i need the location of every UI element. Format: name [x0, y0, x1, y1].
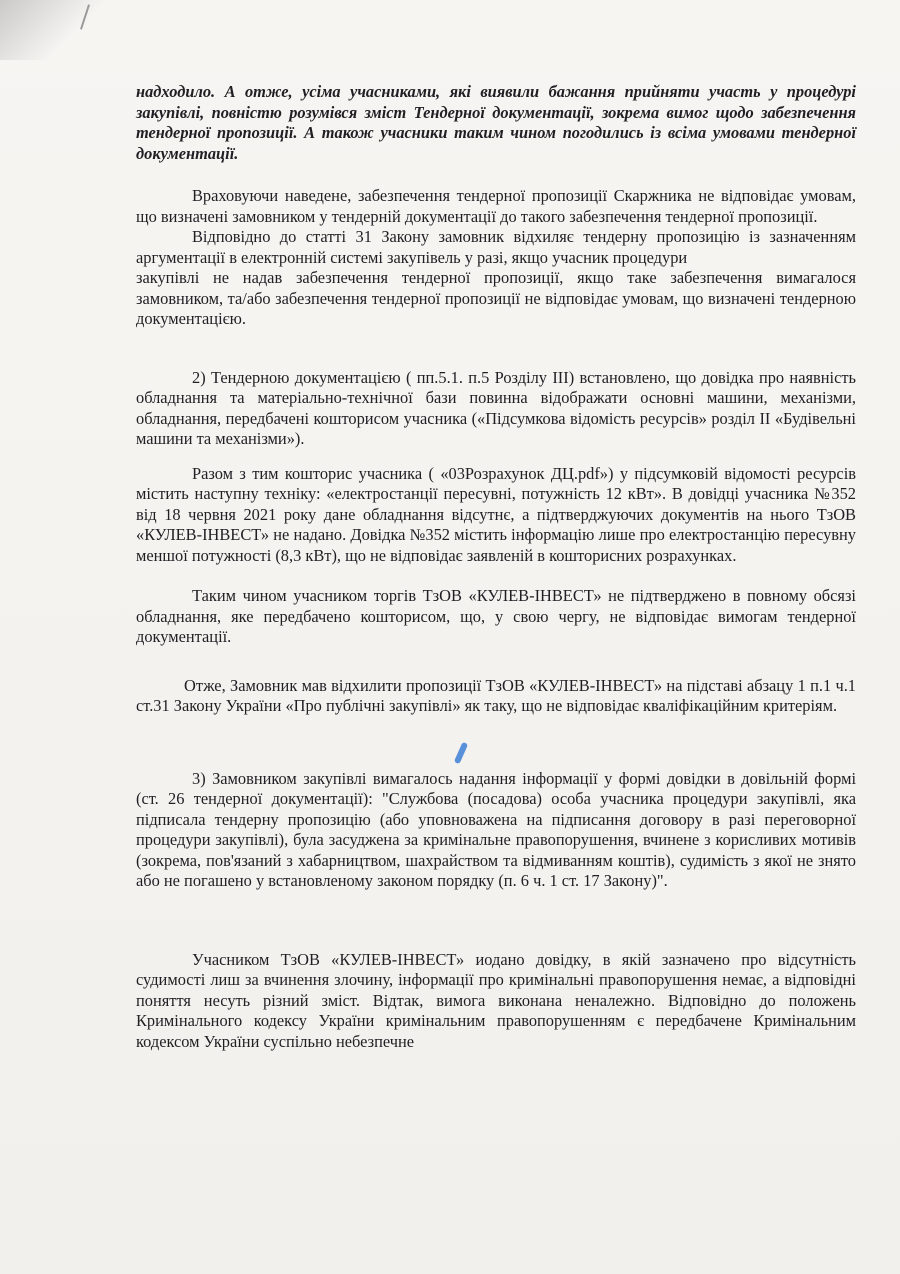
paragraph-3: 2) Тендерною документацією ( пп.5.1. п.5 Розділу ІІІ) встановлено, що довідка про наявність обладнання та матеріально-технічної бази повинна відображати основні машини, механізми, обладнання, передбачені кошторисом учасника («Підсумкова відомість ресурсів» розділ ІІ «Будівельні машини та механізми»).: [136, 367, 856, 448]
paragraph-7: 3) Замовником закупівлі вимагалось надання інформації у формі довідки в довільній формі (ст. 26 тендерної документації): "Службова (посадова) особа учасника процедури закупівлі, яка підписала тендерну пропозицію (або уповноважена на підписання договору в разі переговорної процедури закупівлі), була засуджена за кримінальне правопорушення, вчинене з корисливих мотивів (зокрема, пов'язаний з хабарництвом, шахрайством та відмиванням коштів), судимість з якої не знято або не погашено у встановленому законом порядку (п. 6 ч. 1 ст. 17 Закону)".: [136, 768, 856, 890]
paragraph-2b: закупівлі не надав забезпечення тендерної пропозиції, якщо таке забезпечення вимагалося замовником, та/або забезпечення тендерної пропозиції не відповідає умовам, що визначені тендерною документацією.: [136, 268, 856, 328]
paragraph-8: Учасником ТзОВ «КУЛЕВ-ІНВЕСТ» иодано довідку, в якій зазначено про відсутність судимості лиш за вчинення злочину, інформації про кримінальні правопорушення немає, а відповідні поняття несуть різний зміст. Відтак, вимога виконана неналежно. Відповідно до положень Кримінального кодексу України кримінальним правопорушенням є передбачене Кримінальним кодексом України суспільно небезпечне: [136, 949, 856, 1051]
paragraph-6: Отже, Замовник мав відхилити пропозиції ТзОВ «КУЛЕВ-ІНВЕСТ» на підставі абзацу 1 п.1 ч.1 ст.31 Закону України «Про публічні закупівлі» як таку, що не відповідає кваліфікаційним критеріям.: [136, 675, 856, 715]
document-body: [136, 82, 856, 1052]
paragraph-2a: Відповідно до статті 31 Закону замовник відхиляє тендерну пропозицію із зазначенням аргументації в електронній системі закупівель у разі, якщо учасник процедури: [136, 227, 856, 267]
intro-paragraph: надходило. А отже, усіма учасниками, які виявили бажання прийняти участь у процедурі закупівлі, повністю розумівся зміст Тендерної документації, зокрема вимог щодо забезпечення тендерної пропозиції. А також учасники таким чином погодились із всіма умовами тендерної документації.: [136, 82, 856, 163]
paragraph-1: Враховуючи наведене, забезпечення тендерної пропозиції Скаржника не відповідає умовам, що визначені замовником у тендерній документації до такого забезпечення тендерної пропозиції.: [136, 186, 856, 226]
paragraph-4: Разом з тим кошторис учасника ( «03Розрахунок ДЦ.pdf») у підсумковій відомості ресурсів містить наступну техніку: «електростанції пересувні, потужність 12 кВт». В довідці учасника №352 від 18 червня 2021 року дане обладнання відсутнє, а підтверджуючих документів на нього ТзОВ «КУЛЕВ-ІНВЕСТ» не надано. Довідка №352 містить інформацію лише про електростанцію пересувну меншої потужності (8,3 кВт), що не відповідає заявленій в кошторисних розрахунках.: [136, 463, 856, 565]
scan-corner-shadow: [0, 0, 120, 60]
paragraph-5: Таким чином учасником торгів ТзОВ «КУЛЕВ-ІНВЕСТ» не підтверджено в повному обсязі обладнання, яке передбачено кошторисом, що, у свою чергу, не відповідає вимогам тендерної документації.: [136, 586, 856, 646]
